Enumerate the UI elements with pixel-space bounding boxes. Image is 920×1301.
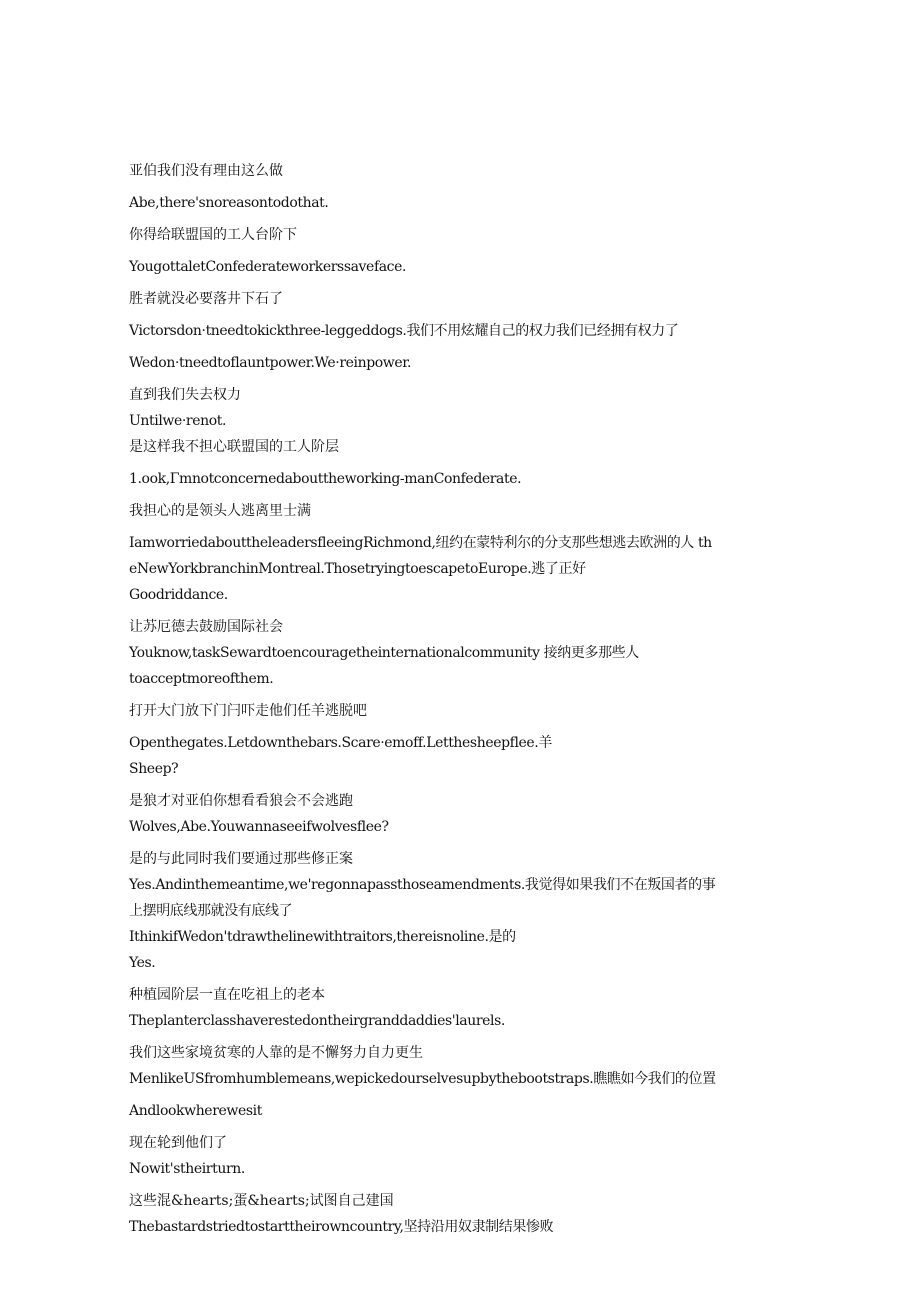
text-line: Abe,there'snoreasontodothat. <box>129 195 329 211</box>
text-line: Openthegates.Letdownthebars.Scare·emoff.Letthesheepflee.羊 <box>129 735 552 751</box>
text-line: Yes.Andinthemeantime,we'regonnapassthoseamendments.我觉得如果我们不在叛国者的事上摆明底线那就没有底线了 <box>129 877 716 919</box>
text-line: 直到我们失去权力 <box>129 387 241 403</box>
text-line: 1.ook,Γmnotconcernedabouttheworking-manConfederate. <box>129 471 522 487</box>
text-line: Thebastardstriedtostarttheirowncountry,坚持沿用奴隶制结果惨败 <box>129 1219 554 1235</box>
text-line: Andlookwherewesit <box>129 1103 262 1119</box>
text-line: Wedon·tneedtoflauntpower.We·reinpower. <box>129 355 412 371</box>
text-line: 是狼才对亚伯你想看看狼会不会逃跑 <box>129 793 353 809</box>
text-line: 我担心的是领头人逃离里士满 <box>129 503 311 519</box>
text-line: Sheep? <box>129 761 179 777</box>
text-line: Untilwe·renot. <box>129 413 227 429</box>
text-line: Victorsdon·tneedtokickthree-leggeddogs.我们不用炫耀自己的权力我们已经拥有权力了 <box>129 323 679 339</box>
text-line: YougottaletConfederateworkerssaveface. <box>129 259 407 275</box>
text-line: 胜者就没必要落井下石了 <box>129 291 283 307</box>
text-line: 打开大门放下门闩吓走他们任羊逃脱吧 <box>129 703 367 719</box>
text-line: Theplanterclasshaverestedontheirgranddaddies'laurels. <box>129 1013 505 1029</box>
text-line: 亚伯我们没有理由这么做 <box>129 163 283 179</box>
text-line: 现在轮到他们了 <box>129 1135 227 1151</box>
text-line: IamworriedabouttheleadersfleeingRichmond,纽约在蒙特利尔的分支那些想逃去欧洲的人 theNewYorkbranchinMontreal.ThosetryingtoescapetoEurope.逃了正好 <box>129 535 712 577</box>
text-line: Youknow,taskSewardtoencouragetheinternationalcommunity 接纳更多那些人 <box>129 645 639 661</box>
text-line: Nowit'stheirturn. <box>129 1161 245 1177</box>
text-line: 让苏厄德去鼓励国际社会 <box>129 619 283 635</box>
text-line: toacceptmoreofthem. <box>129 671 274 687</box>
text-line: Wolves,Abe.Youwannaseeifwolvesflee? <box>129 819 389 835</box>
text-line: MenlikeUSfromhumblemeans,wepickedourselvesupbythebootstraps.瞧瞧如今我们的位置 <box>129 1071 716 1087</box>
text-line: 这些混&hearts;蛋&hearts;试图自己建国 <box>129 1193 394 1209</box>
text-line: IthinkifWedon'tdrawthelinewithtraitors,thereisnoline.是的 <box>129 929 516 945</box>
text-line: 我们这些家境贫寒的人靠的是不懈努力自力更生 <box>129 1045 423 1061</box>
subtitle-transcript <box>129 158 719 1240</box>
text-line: 你得给联盟国的工人台阶下 <box>129 227 297 243</box>
text-line: Goodriddance. <box>129 587 228 603</box>
text-line: Yes. <box>129 955 156 971</box>
text-line: 是这样我不担心联盟国的工人阶层 <box>129 439 339 455</box>
text-line: 种植园阶层一直在吃祖上的老本 <box>129 987 325 1003</box>
text-line: 是的与此同时我们要通过那些修正案 <box>129 851 353 867</box>
